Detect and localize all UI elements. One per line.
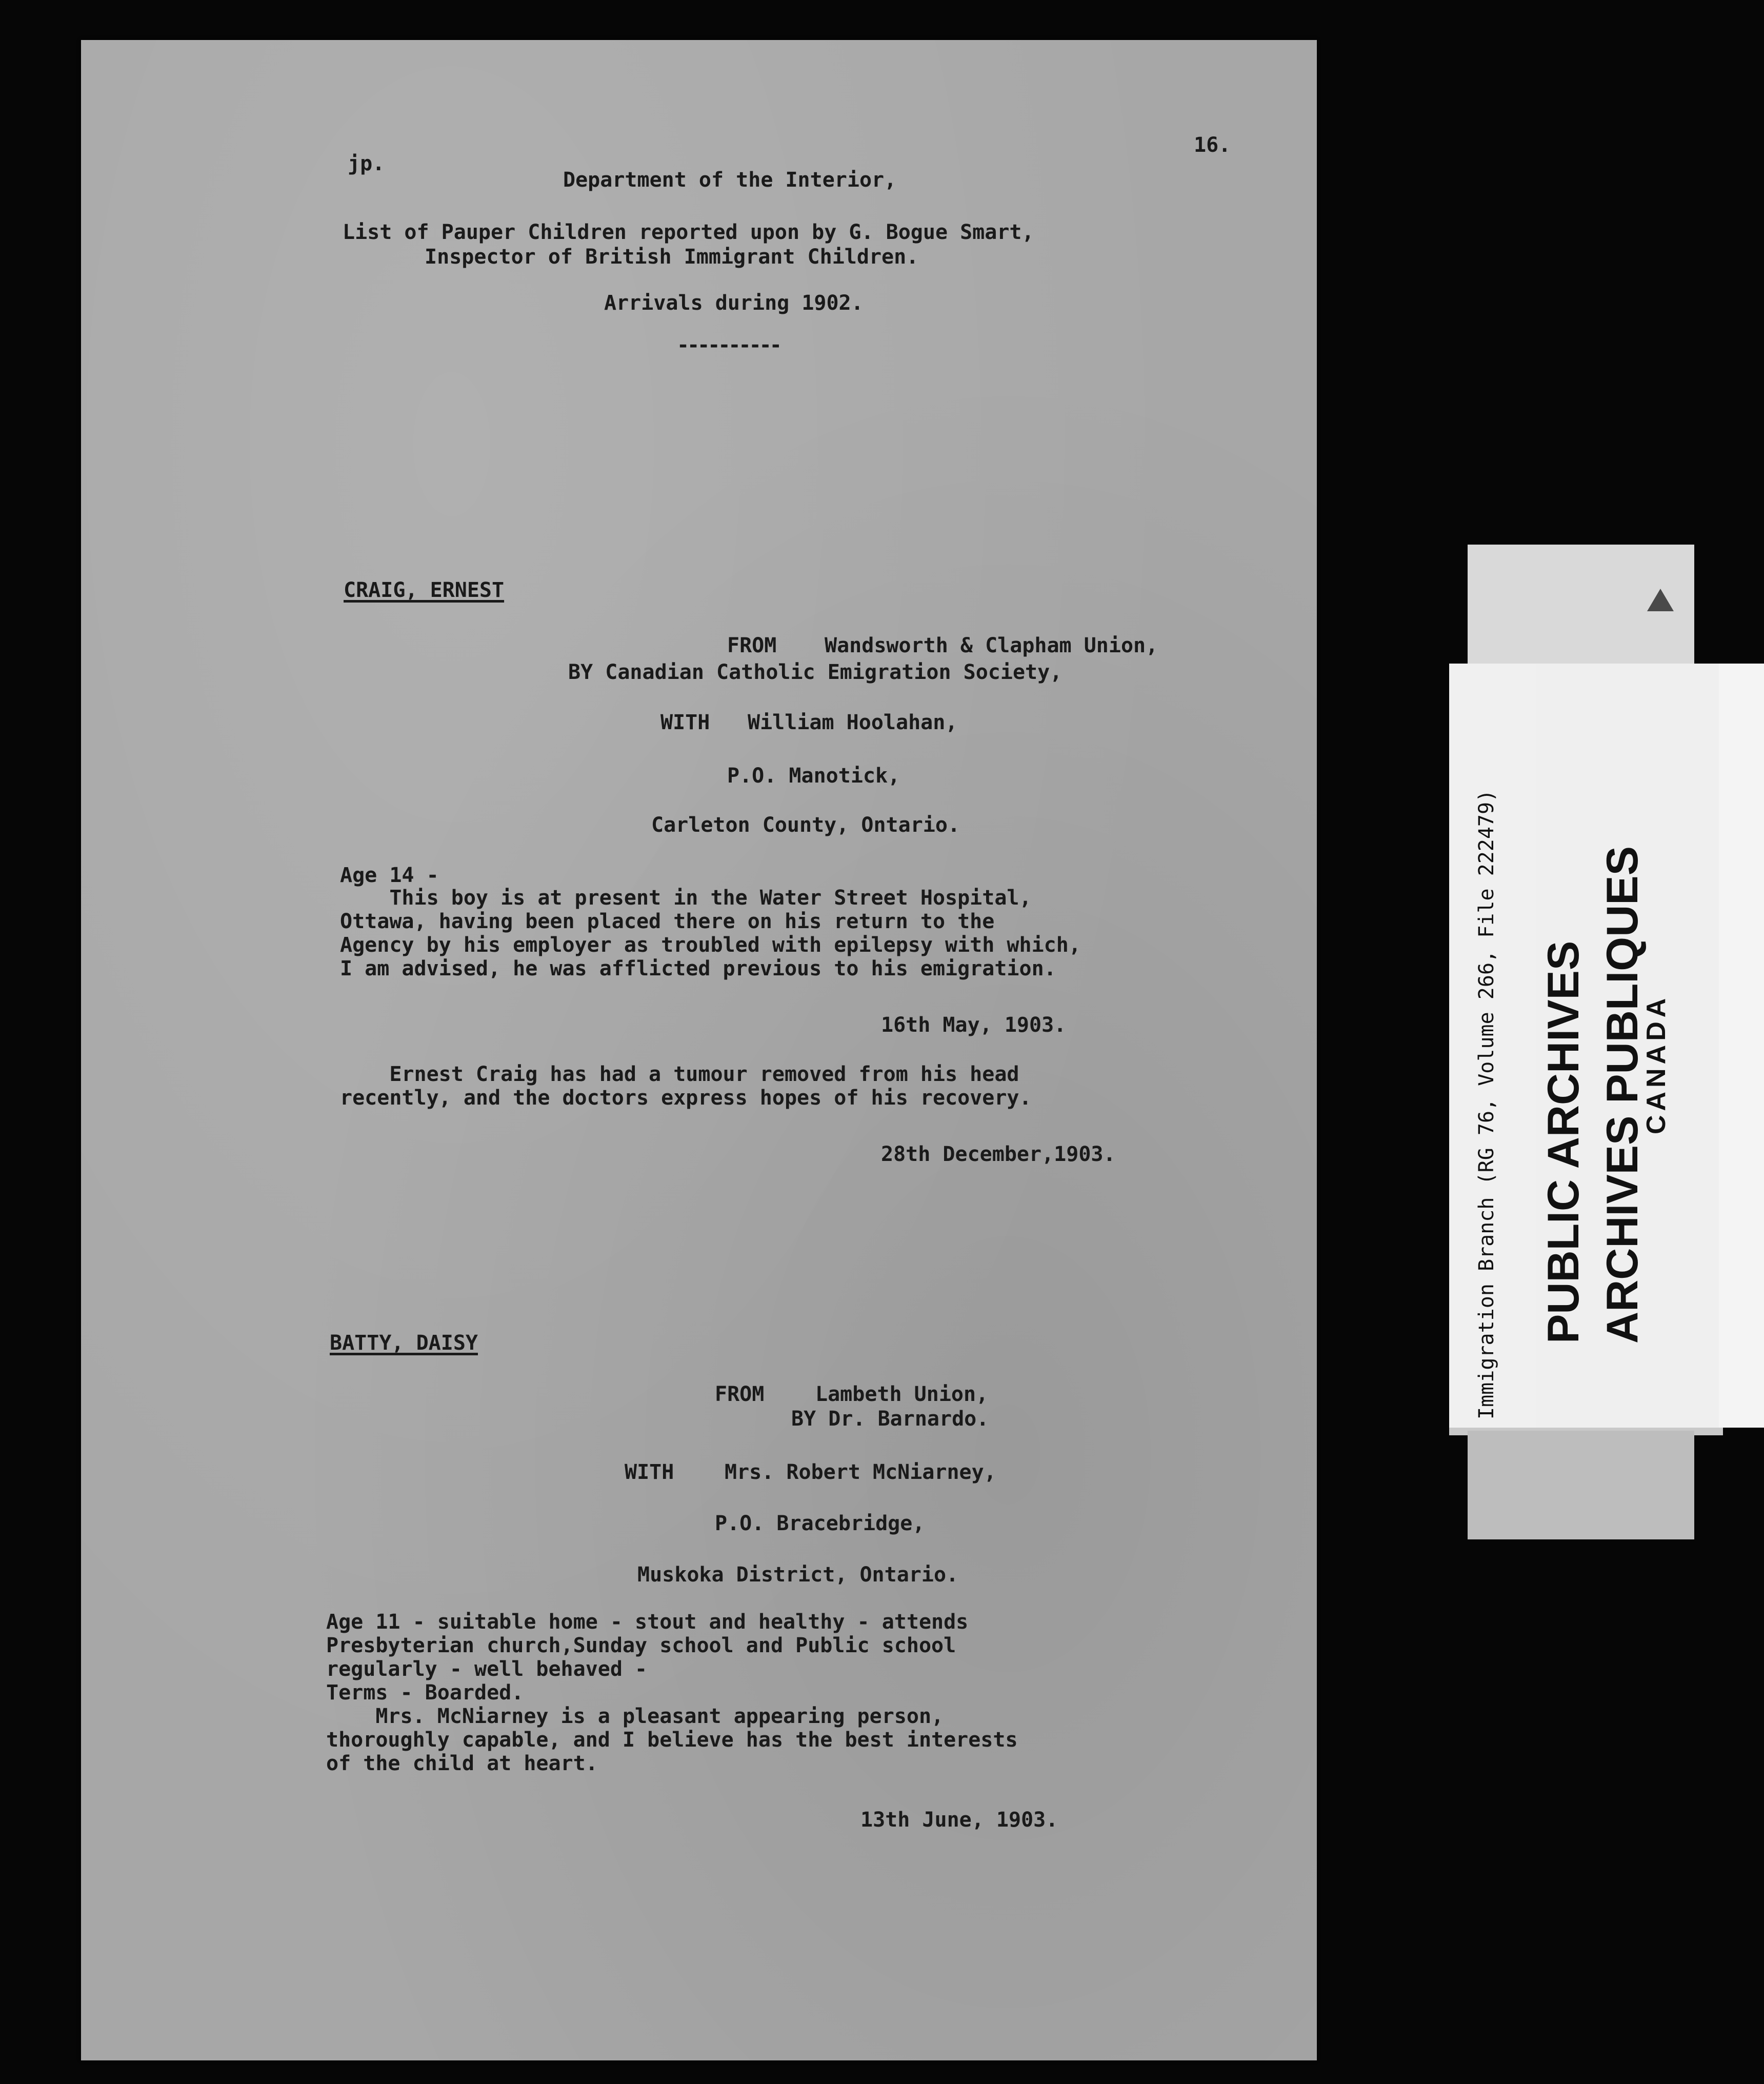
report-date: 16th May, 1903. [881, 1013, 1067, 1037]
with-label: WITH [660, 711, 710, 734]
from-label: FROM [727, 634, 777, 657]
arrivals-heading: Arrivals during 1902. [604, 291, 864, 315]
with-value: Mrs. Robert McNiarney, [725, 1460, 996, 1484]
report-line: This boy is at present in the Water Street Hospital, [340, 886, 1032, 910]
from-label: FROM [715, 1382, 765, 1406]
list-title-line2: Inspector of British Immigrant Children. [425, 245, 919, 269]
with-value: William Hoolahan, [748, 711, 958, 734]
document-page [81, 40, 1317, 2060]
report-date: 13th June, 1903. [860, 1808, 1058, 1832]
from-value: Lambeth Union, [815, 1382, 989, 1406]
po-value: P.O. Manotick, [727, 764, 900, 788]
by-value: BY Canadian Catholic Emigration Society, [568, 660, 1063, 684]
label-edge [1719, 664, 1764, 1428]
report-line: Ernest Craig has had a tumour removed from his head [340, 1063, 1019, 1086]
corner-initials: jp. [348, 152, 385, 175]
po-value: P.O. Bracebridge, [715, 1512, 925, 1535]
report-line: regularly - well behaved - [326, 1657, 648, 1681]
report-line: recently, and the doctors express hopes of his recovery. [340, 1086, 1032, 1110]
label-bottom-tape [1468, 1431, 1694, 1539]
archive-reference: Immigration Branch (RG 76, Volume 266, File 222479) [1475, 789, 1498, 1419]
archives-publiques-text: ARCHIVES PUBLIQUES [1598, 846, 1647, 1344]
canada-text: CANADA [1641, 994, 1671, 1134]
page-number: 16. [1194, 133, 1231, 157]
list-title-line1: List of Pauper Children reported upon by G. Bogue Smart, [343, 221, 1034, 244]
county-value: Carleton County, Ontario. [651, 813, 960, 837]
report-line: Terms - Boarded. [326, 1681, 524, 1705]
triangle-mark-icon [1647, 589, 1674, 611]
report-line: thoroughly capable, and I believe has the best interests [326, 1728, 1018, 1752]
report-line: I am advised, he was afflicted previous to his emigration. [340, 957, 1056, 980]
public-archives-text: PUBLIC ARCHIVES [1539, 940, 1588, 1344]
report-line: Age 11 - suitable home - stout and healthy - attends [326, 1610, 969, 1634]
separator: ---------- [677, 333, 780, 357]
report-line: Mrs. McNiarney is a pleasant appearing person, [326, 1705, 944, 1728]
from-value: Wandsworth & Clapham Union, [825, 634, 1158, 657]
entry-name-batty: BATTY, DAISY [330, 1331, 478, 1355]
department-heading: Department of the Interior, [563, 168, 897, 192]
report-line: of the child at heart. [326, 1752, 598, 1775]
report-line: Presbyterian church,Sunday school and Public school [326, 1634, 956, 1657]
report-line: Agency by his employer as troubled with epilepsy with which, [340, 933, 1081, 957]
county-value: Muskoka District, Ontario. [637, 1563, 959, 1587]
report-date: 28th December,1903. [881, 1143, 1116, 1166]
entry-name-craig: CRAIG, ERNEST [344, 578, 505, 602]
age-line: Age 14 - [340, 864, 439, 887]
by-value: BY Dr. Barnardo. [791, 1407, 989, 1431]
report-line: Ottawa, having been placed there on his return to the [340, 910, 995, 933]
with-label: WITH [625, 1460, 674, 1484]
